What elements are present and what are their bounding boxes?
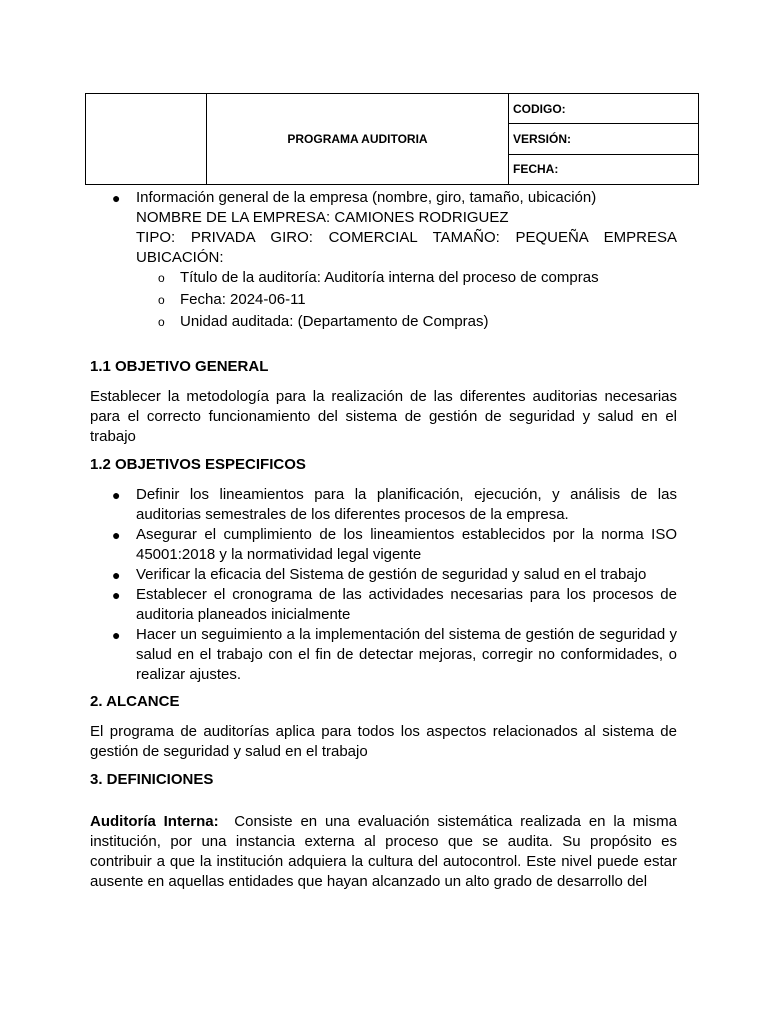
- bullet-icon: ●: [112, 627, 121, 643]
- objetivo-general-text: Establecer la metodología para la realización de las diferentes auditorias necesarias para el correcto funcionamiento del sistema de gestión de seguridad y salud en el trabajo: [90, 388, 677, 445]
- audit-info-list: [90, 268, 677, 332]
- bullet-icon: ●: [112, 567, 121, 583]
- version-field: VERSIÓN:: [509, 124, 699, 154]
- company-info: [90, 188, 677, 332]
- list-item: ● Establecer el cronograma de las actividades necesarias para los procesos de auditoria planeados inicialmente: [112, 586, 677, 623]
- circle-bullet-icon: o: [158, 293, 165, 307]
- section-heading: 3. DEFINICIONES: [90, 771, 214, 788]
- objetivos-list: [90, 485, 677, 685]
- company-name: NOMBRE DE LA EMPRESA: CAMIONES RODRIGUEZ: [136, 209, 509, 226]
- bullet-icon: ●: [112, 190, 121, 206]
- objetivos-especificos-section: [90, 455, 677, 685]
- circle-bullet-icon: o: [158, 315, 165, 329]
- circle-bullet-icon: o: [158, 271, 165, 285]
- objetivo-general-section: [90, 357, 677, 447]
- list-item: o Unidad auditada: (Departamento de Compras): [158, 313, 489, 330]
- list-item: o Fecha: 2024-06-11: [158, 291, 306, 308]
- bullet-icon: ●: [112, 487, 121, 503]
- section-heading: 1.1 OBJETIVO GENERAL: [90, 358, 269, 375]
- list-item: ● Asegurar el cumplimiento de los lineamientos establecidos por la norma ISO 45001:2018 y la normatividad legal vigente: [112, 526, 677, 563]
- header-table: [85, 93, 699, 185]
- document-title: PROGRAMA AUDITORIA: [207, 94, 509, 185]
- alcance-section: [90, 692, 677, 762]
- company-location: UBICACIÓN:: [136, 249, 224, 266]
- bullet-icon: ●: [112, 527, 121, 543]
- list-item: ● Definir los lineamientos para la planificación, ejecución, y análisis de las auditorias semestrales de los diferentes procesos de la empresa.: [112, 486, 677, 523]
- list-item: ● Información general de la empresa (nombre, giro, tamaño, ubicación): [112, 189, 597, 206]
- list-item: ● Verificar la eficacia del Sistema de gestión de seguridad y salud en el trabajo: [112, 566, 647, 583]
- alcance-text: El programa de auditorías aplica para todos los aspectos relacionados al sistema de gestión de seguridad y salud en el trabajo: [90, 723, 677, 760]
- definition-term: Auditoría Interna:: [90, 813, 219, 830]
- definiciones-section: [90, 770, 677, 892]
- definition-text: Consiste en una evaluación sistemática realizada en la misma institución, por una instancia externa al proceso que se audita. Su propósito es contribuir a que la institución adquiera la cultura del autocontrol. Este nivel puede estar ausente en aquellas entidades que hayan alcanzado un alto grado de desarrollo del: [90, 813, 677, 890]
- company-type: TIPO: PRIVADA GIRO: COMERCIAL TAMAÑO: PEQUEÑA EMPRESA: [136, 229, 677, 246]
- codigo-field: CODIGO:: [509, 94, 699, 124]
- bullet-icon: ●: [112, 587, 121, 603]
- definicion-auditoria-interna: [90, 812, 677, 892]
- fecha-field: FECHA:: [509, 154, 699, 184]
- list-item: o Título de la auditoría: Auditoría interna del proceso de compras: [158, 269, 599, 286]
- logo-cell: [86, 94, 207, 185]
- list-item: ● Hacer un seguimiento a la implementación del sistema de gestión de seguridad y salud en el trabajo con el fin de detectar mejoras, corregir no conformidades, o realizar ajustes.: [112, 626, 677, 683]
- section-heading: 2. ALCANCE: [90, 693, 180, 710]
- section-heading: 1.2 OBJETIVOS ESPECIFICOS: [90, 456, 306, 473]
